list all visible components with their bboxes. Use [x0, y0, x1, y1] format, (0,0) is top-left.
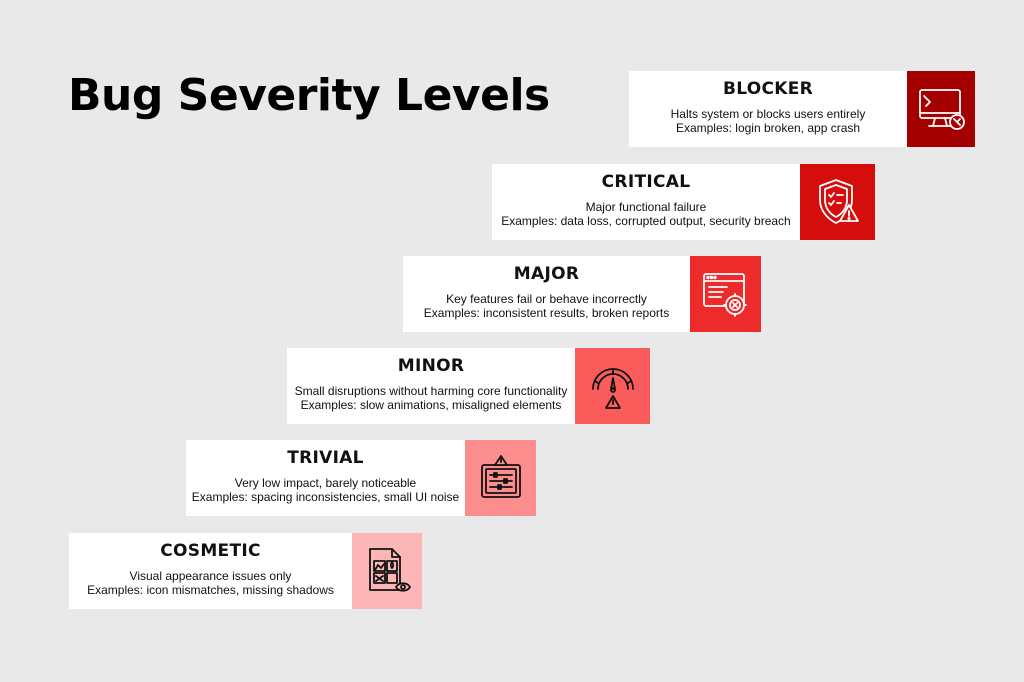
level-name: MINOR [397, 356, 465, 376]
monitor-wrench-icon [914, 82, 968, 136]
level-critical [492, 164, 875, 240]
level-name: TRIVIAL [287, 448, 364, 468]
browser-gear-error-icon [699, 267, 753, 321]
level-description: Visual appearance issues only [129, 569, 292, 583]
level-name: COSMETIC [160, 541, 261, 561]
level-card [287, 348, 575, 424]
gauge-warning-icon [586, 359, 640, 413]
level-icon-box [575, 348, 650, 424]
level-examples: Examples: inconsistent results, broken reports [423, 306, 670, 320]
level-name: MAJOR [513, 264, 580, 284]
level-description: Major functional failure [585, 200, 707, 214]
level-card [629, 71, 907, 147]
level-examples: Examples: login broken, app crash [675, 121, 861, 135]
page-title: Bug Severity Levels [68, 70, 550, 121]
level-major [403, 256, 761, 332]
level-description: Small disruptions without harming core functionality [294, 384, 568, 398]
level-description: Halts system or blocks users entirely [670, 107, 866, 121]
level-name: CRITICAL [601, 172, 691, 192]
level-examples: Examples: data loss, corrupted output, security breach [501, 214, 791, 228]
level-blocker [629, 71, 975, 147]
level-icon-box [800, 164, 875, 240]
level-trivial [186, 440, 536, 516]
settings-panel-warning-icon [474, 451, 528, 505]
level-icon-box [465, 440, 536, 516]
level-icon-box [690, 256, 761, 332]
level-minor [287, 348, 650, 424]
shield-warning-icon [811, 175, 865, 229]
level-cosmetic [69, 533, 422, 609]
document-images-eye-icon [360, 544, 414, 598]
level-examples: Examples: icon mismatches, missing shadows [87, 583, 334, 597]
level-icon-box [352, 533, 422, 609]
level-card [186, 440, 465, 516]
level-card [403, 256, 690, 332]
level-examples: Examples: slow animations, misaligned elements [300, 398, 562, 412]
level-name: BLOCKER [722, 79, 814, 99]
level-examples: Examples: spacing inconsistencies, small UI noise [191, 490, 460, 504]
level-description: Key features fail or behave incorrectly [446, 292, 647, 306]
level-icon-box [907, 71, 975, 147]
level-card [492, 164, 800, 240]
level-description: Very low impact, barely noticeable [234, 476, 417, 490]
level-card [69, 533, 352, 609]
